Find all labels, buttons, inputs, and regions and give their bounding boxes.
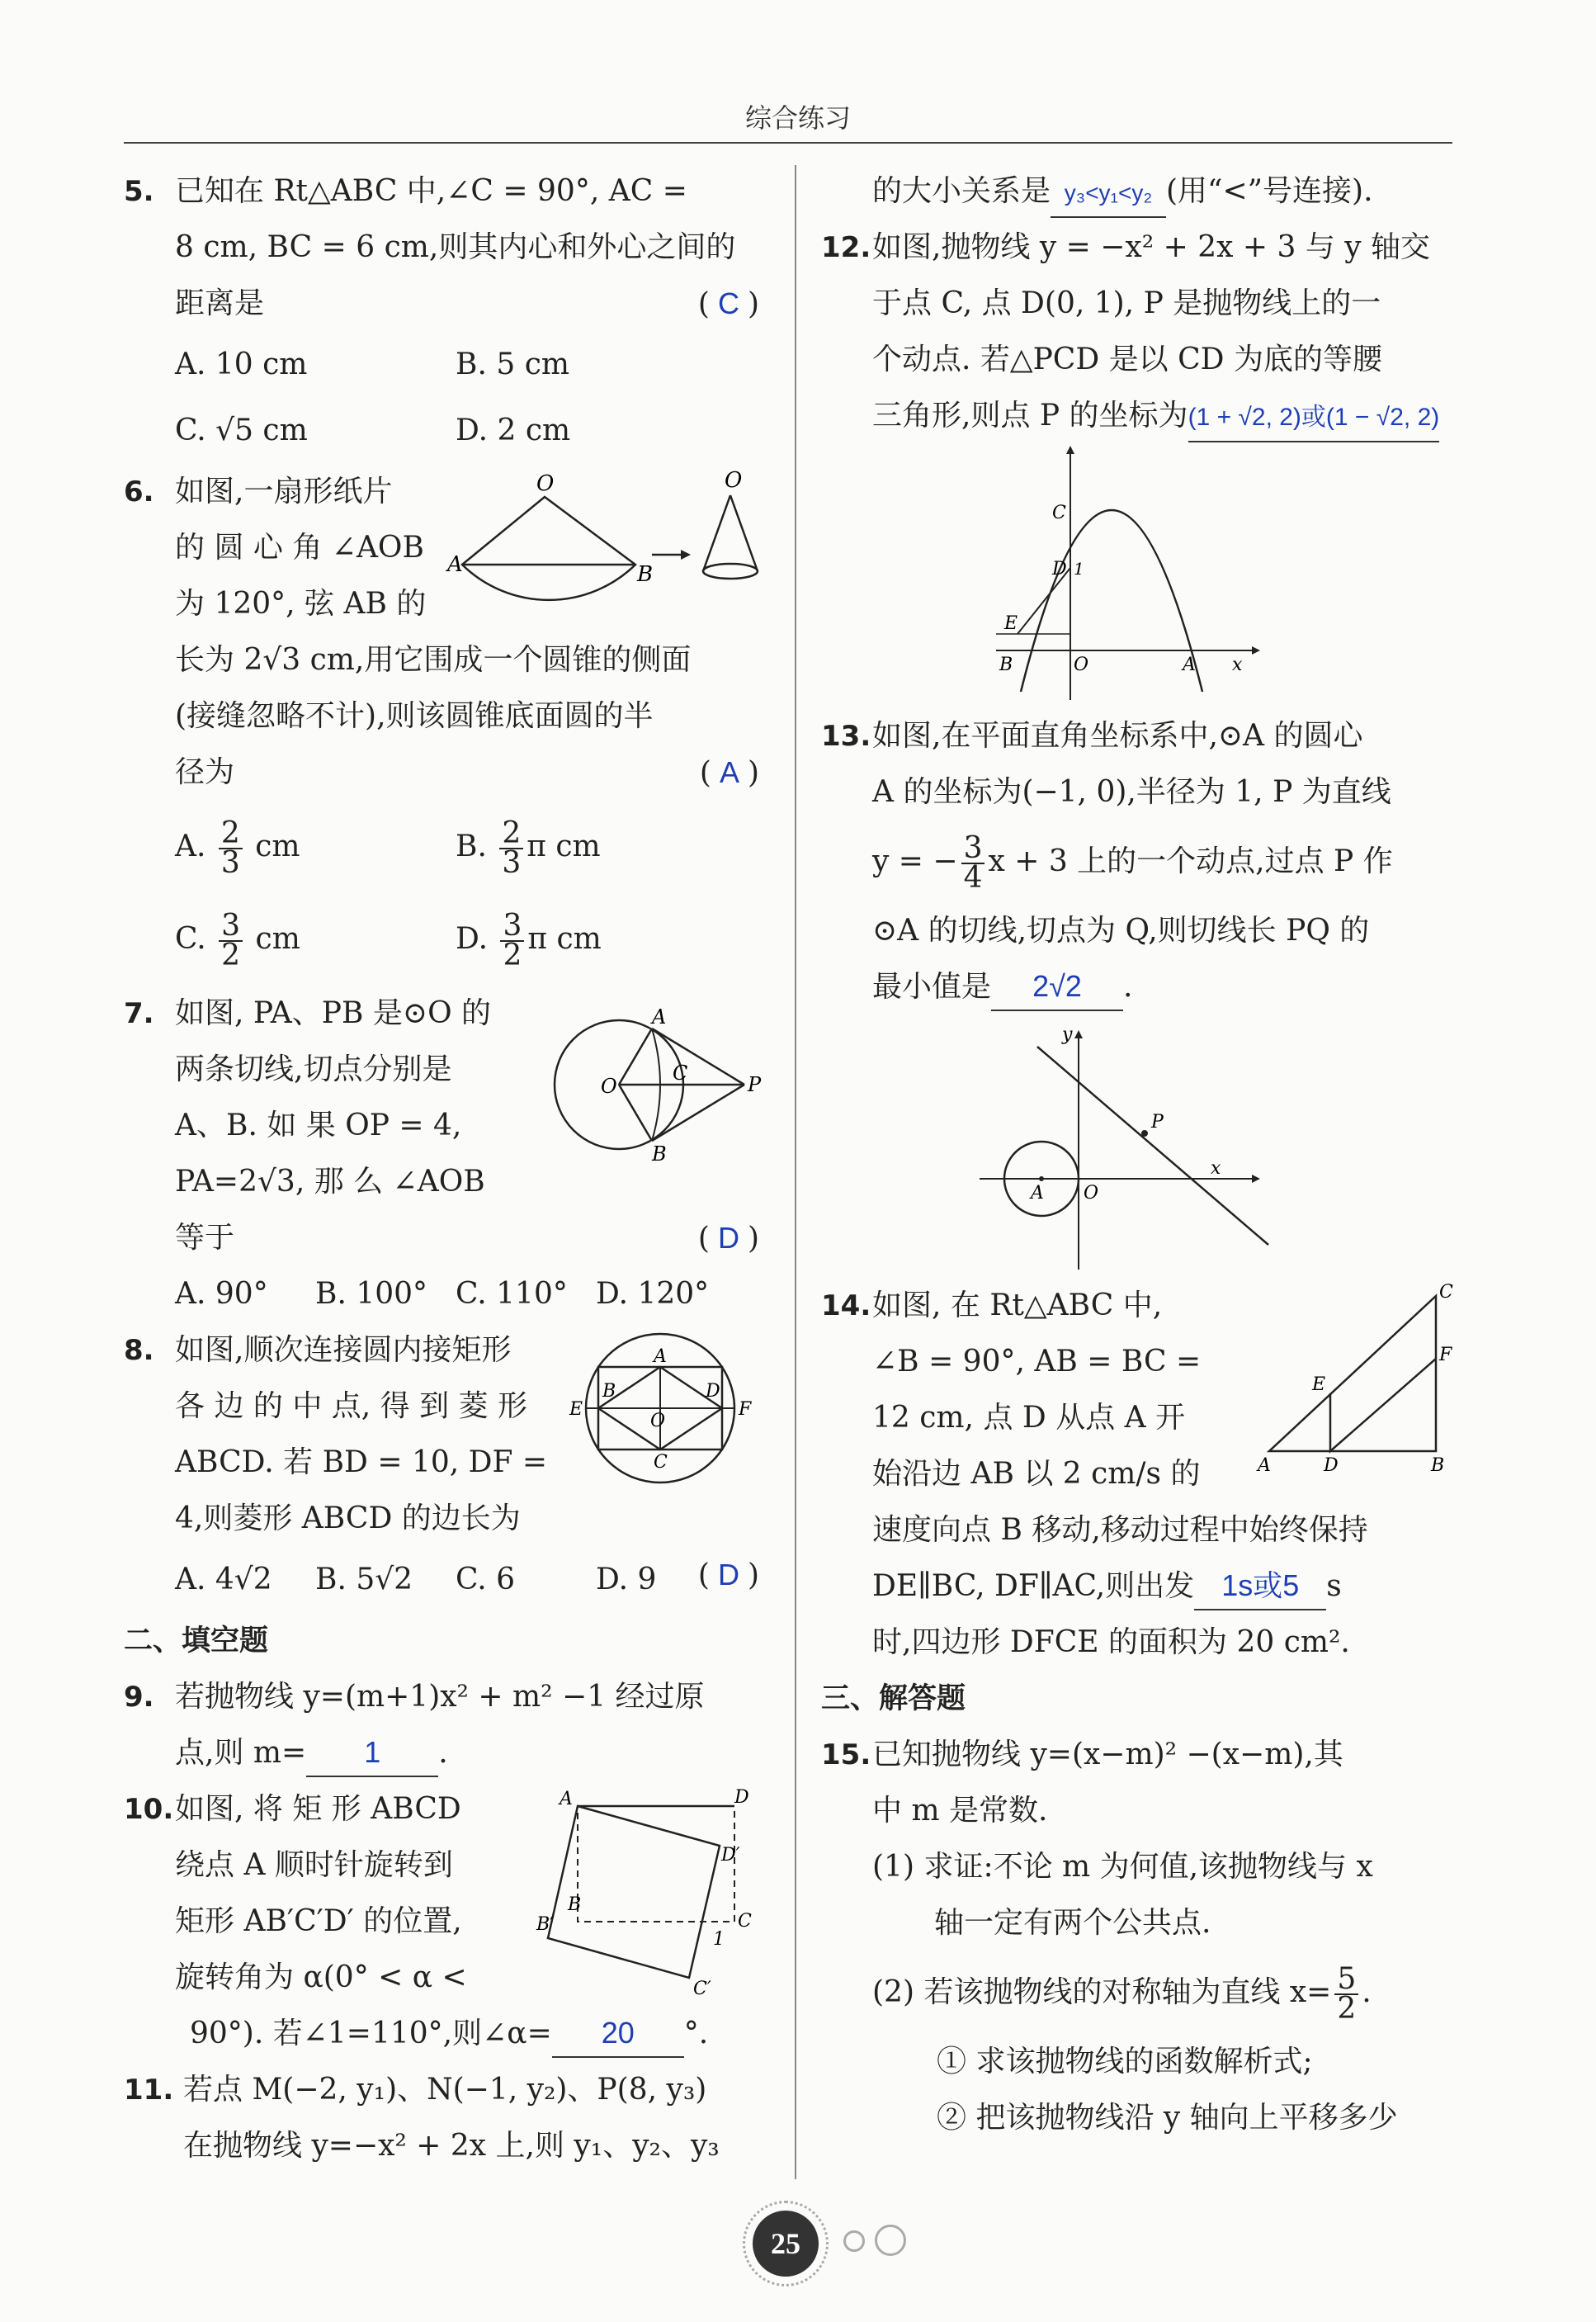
answer-blank: 20 xyxy=(552,2010,684,2058)
question-text: (接缝忽略不计),则该圆锥底面圆的半 xyxy=(175,699,654,733)
question-text: 长为 2√3 cm,用它围成一个圆锥的侧面 xyxy=(175,643,692,677)
question-text: 中 m 是常数. xyxy=(872,1794,1048,1828)
part-2-i: ① 求该抛物线的函数解析式; xyxy=(937,2045,1313,2078)
header-rule xyxy=(124,142,1452,144)
question-text: 如图,抛物线 y = −x² + 2x + 3 与 y 轴交 xyxy=(872,230,1431,264)
options xyxy=(124,1547,698,1613)
label-c-prime: C′ xyxy=(693,1979,711,1999)
label-o: O xyxy=(536,471,555,496)
label-c: C xyxy=(654,1452,668,1473)
label-f: F xyxy=(739,1399,752,1420)
question-text: ⊙A 的切线,切点为 Q,则切线长 PQ 的 xyxy=(872,914,1370,948)
label-b: B xyxy=(602,1381,616,1402)
label-angle-1: 1 xyxy=(713,1929,725,1950)
options xyxy=(124,1266,710,1322)
left-column xyxy=(124,163,762,2174)
question-text: 径为 xyxy=(175,755,235,789)
answer-choice: D xyxy=(717,1558,739,1591)
answer-bracket: ( A ) xyxy=(699,755,759,790)
question-number: 11. xyxy=(124,2074,174,2107)
label-a: A xyxy=(1183,655,1196,675)
question-text: 12 cm, 点 D 从点 A 开 xyxy=(872,1401,1186,1435)
label-b: B xyxy=(1431,1455,1445,1476)
option-d: D. $\frac{3}{2}$ π cm xyxy=(456,909,602,972)
question-number: 5. xyxy=(124,175,154,208)
label-p: P xyxy=(1151,1112,1164,1133)
label-d-prime: D′ xyxy=(721,1845,740,1866)
answer-blank: 1 xyxy=(306,1729,438,1777)
label-d: D xyxy=(706,1381,720,1402)
answer-blank: 2√2 xyxy=(991,963,1123,1011)
label-o: O xyxy=(601,1075,617,1098)
right-triangle-figure xyxy=(1254,1278,1461,1476)
question-text: 的 圆 心 角 ∠AOB xyxy=(175,531,424,565)
option-a: A. $\frac{2}{3}$ cm xyxy=(175,816,300,880)
label-d: D xyxy=(1324,1455,1339,1476)
question-text: 两条切线,切点分别是 xyxy=(175,1052,452,1086)
label-o: O xyxy=(650,1411,666,1431)
label-c: C xyxy=(1052,503,1066,523)
label-e: E xyxy=(1004,613,1018,634)
option-c: C. 110° xyxy=(456,1277,568,1311)
question-8 xyxy=(124,1322,759,1613)
label-y: y xyxy=(1062,1024,1073,1045)
option-d: D. 2 cm xyxy=(456,414,571,447)
option-c: C. $\frac{3}{2}$ cm xyxy=(175,909,300,972)
question-text: 若抛物线 y=(m+1)x² + m² −1 经过原 xyxy=(175,1680,705,1714)
part-1: (1) 求证:不论 m 为何值,该抛物线与 x xyxy=(872,1850,1373,1884)
question-number: 6. xyxy=(124,475,154,508)
label-b: B xyxy=(652,1142,667,1166)
question-number: 10. xyxy=(124,1793,174,1826)
question-text: 时,四边形 DFCE 的面积为 20 cm². xyxy=(872,1625,1350,1659)
label-c: C xyxy=(673,1062,688,1085)
question-text: 个动点. 若△PCD 是以 CD 为底的等腰 xyxy=(872,343,1382,376)
question-text: 在抛物线 y=−x² + 2x 上,则 y₁、y₂、y₃ xyxy=(183,2129,720,2163)
question-number: 9. xyxy=(124,1681,154,1714)
page-number: 25 xyxy=(753,2211,819,2277)
question-14: 14. C F E A D B 如图, 在 Rt△ABC 中, ∠B = 90°, AB = BC = 12 cm, 点 D 从点 A 开 始沿边 AB 以 2 cm/s 的 速度向点 B 移动,移动过程中始终保持 DE∥BC, DF∥AC,则出发 1s或5 s 时,四边形 DFCE 的面积为 20 cm². xyxy=(821,1278,1461,1671)
page-header: 综合练习 xyxy=(744,102,851,134)
question-12: 12. 如图,抛物线 y = −x² + 2x + 3 与 y 轴交 于点 C, 点 D(0, 1), P 是抛物线上的一 个动点. 若△PCD 是以 CD 为底的等腰 三角形,则点 P 的坐标为(1 + √2, 2)或(1 − √2, 2) C D 1 E B O A x xyxy=(821,220,1461,708)
question-number: 15. xyxy=(821,1738,871,1771)
label-x: x xyxy=(1232,655,1243,675)
part-1-cont: 轴一定有两个公共点. xyxy=(934,1906,1211,1940)
question-5 xyxy=(124,163,759,464)
tangent-circle-figure xyxy=(536,986,762,1184)
label-a: A xyxy=(652,1005,667,1029)
option-a: A. 4√2 xyxy=(175,1563,272,1596)
question-text: 于点 C, 点 D(0, 1), P 是抛物线上的一 xyxy=(872,286,1381,320)
question-13: 13. 如图,在平面直角坐标系中,⊙A 的圆心 A 的坐标为(−1, 0),半径为 1, P 为直线 y = − $\frac{3}{4}$ x + 3 上的一个动点,过点 P 作 ⊙A 的切线,切点为 Q,则切线长 PQ 的 最小值是 2√2 . y P A O x xyxy=(821,708,1461,1278)
label-p: P xyxy=(748,1073,762,1096)
option-a: A. 90° xyxy=(175,1277,268,1311)
question-text: 绕点 A 顺时针旋转到 xyxy=(175,1848,453,1882)
question-text: 各 边 的 中 点, 得 到 菱 形 xyxy=(175,1389,527,1423)
rotated-rectangle-figure xyxy=(536,1781,759,2004)
label-o: O xyxy=(1084,1183,1099,1204)
question-9: 9. 若抛物线 y=(m+1)x² + m² −1 经过原 点,则 m= 1 . xyxy=(124,1669,759,1781)
label-e: E xyxy=(569,1399,583,1420)
part-2-ii: ② 把该抛物线沿 y 轴向上平移多少 xyxy=(937,2101,1398,2135)
column-divider xyxy=(795,165,796,2179)
question-number: 14. xyxy=(821,1289,871,1322)
question-15 xyxy=(821,1727,1461,2146)
question-text: 90°). 若∠1=110°,则∠α= xyxy=(190,2017,552,2050)
label-a: A xyxy=(654,1346,667,1367)
decorative-circle xyxy=(875,2225,906,2256)
option-a: A. 10 cm xyxy=(175,348,308,381)
label-c: C xyxy=(738,1911,752,1932)
option-d: D. 120° xyxy=(596,1277,710,1311)
label-a: A xyxy=(560,1789,573,1809)
label-b: B xyxy=(637,562,654,587)
question-7 xyxy=(124,986,762,1322)
question-text: 矩形 AB′C′D′ 的位置, xyxy=(175,1904,462,1938)
label-a: A xyxy=(447,552,463,577)
question-text: PA=2√3, 那 么 ∠AOB xyxy=(175,1165,485,1199)
question-text: 若点 M(−2, y₁)、N(−1, y₂)、P(8, y₃) xyxy=(183,2073,707,2107)
answer-bracket: ( D ) xyxy=(697,1558,759,1592)
label-a: A xyxy=(1031,1183,1044,1204)
label-b: B xyxy=(999,655,1013,675)
question-text: 4,则菱形 ABCD 的边长为 xyxy=(175,1501,521,1535)
rhombus-in-circle-figure xyxy=(569,1322,759,1496)
parabola-graph-figure xyxy=(988,444,1268,708)
option-b: B. 100° xyxy=(315,1277,428,1311)
question-text: 如图,一扇形纸片 xyxy=(175,475,393,508)
option-b: B. $\frac{2}{3}$ π cm xyxy=(456,816,601,880)
answer-choice: C xyxy=(717,286,739,320)
label-d: D xyxy=(734,1787,749,1808)
question-text: 点,则 m= xyxy=(175,1736,307,1770)
question-text: 已知在 Rt△ABC 中,∠C = 90°, AC = xyxy=(175,174,687,208)
answer-blank: (1 + √2, 2)或(1 − √2, 2) xyxy=(1188,395,1440,442)
question-text: ∠B = 90°, AB = BC = xyxy=(872,1345,1202,1379)
section-solve: 三、解答题 xyxy=(821,1682,966,1715)
answer-choice: D xyxy=(717,1221,739,1255)
label-o: O xyxy=(725,468,743,493)
options xyxy=(124,332,698,464)
question-text: A 的坐标为(−1, 0),半径为 1, P 为直线 xyxy=(872,775,1391,809)
question-number: 8. xyxy=(124,1334,154,1367)
question-text: 如图, 在 Rt△ABC 中, xyxy=(872,1289,1163,1322)
question-number: 13. xyxy=(821,720,871,753)
circle-line-graph-figure xyxy=(971,1022,1285,1278)
option-b: B. 5√2 xyxy=(315,1563,413,1596)
answer-bracket: ( C ) xyxy=(697,286,759,321)
part-2: (2) 若该抛物线的对称轴为直线 x= $\frac{5}{2}$ . xyxy=(872,1962,1372,2026)
label-b: B xyxy=(568,1894,582,1915)
label-1: 1 xyxy=(1074,559,1084,579)
option-c: C. √5 cm xyxy=(175,414,308,447)
question-text: A、B. 如 果 OP = 4, xyxy=(175,1109,462,1142)
label-a: A xyxy=(1258,1455,1271,1476)
question-text: 为 120°, 弦 AB 的 xyxy=(175,587,427,621)
question-number: 7. xyxy=(124,997,154,1030)
label-o: O xyxy=(1074,655,1089,675)
question-text: 如图,顺次连接圆内接矩形 xyxy=(175,1333,512,1367)
question-text: 始沿边 AB 以 2 cm/s 的 xyxy=(872,1457,1201,1491)
answer-blank: 1s或5 xyxy=(1194,1563,1326,1610)
answer-bracket: ( D ) xyxy=(697,1221,759,1256)
label-e: E xyxy=(1312,1374,1326,1395)
question-text: 如图, 将 矩 形 ABCD xyxy=(175,1792,461,1826)
question-text: 如图, PA、PB 是⊙O 的 xyxy=(175,996,492,1030)
answer-blank: y₃<y₁<y₂ xyxy=(1051,170,1166,218)
label-x: x xyxy=(1211,1158,1221,1179)
question-11 xyxy=(124,2062,759,2174)
question-number: 12. xyxy=(821,231,871,264)
question-6 xyxy=(124,464,759,986)
question-text: 等于 xyxy=(175,1221,235,1255)
option-b: B. 5 cm xyxy=(456,348,569,381)
question-11-continued: 的大小关系是 y₃<y₁<y₂ (用“<”号连接). xyxy=(821,163,1461,220)
question-10: 10. A D D′ B′ B C C′ 1 如图, 将 矩 形 ABCD 绕点 A 顺时针旋转到 矩形 AB′C′D′ 的位置, 旋转角为 α(0° < α < 90°). 若∠1=110°,则∠α= 20 °. xyxy=(124,1781,759,2062)
section-fill-in: 二、填空题 xyxy=(124,1624,269,1658)
question-text: 8 cm, BC = 6 cm,则其内心和外心之间的 xyxy=(175,230,736,264)
option-d: D. 9 xyxy=(596,1563,657,1596)
question-text: ABCD. 若 BD = 10, DF = xyxy=(175,1445,548,1479)
decorative-circle xyxy=(843,2230,865,2252)
question-text: 速度向点 B 移动,移动过程中始终保持 xyxy=(872,1513,1368,1547)
option-c: C. 6 xyxy=(456,1563,516,1596)
question-text: 距离是 xyxy=(175,286,265,320)
right-column xyxy=(821,163,1461,2146)
label-c: C xyxy=(1439,1282,1453,1303)
question-text: 已知抛物线 y=(x−m)² −(x−m),其 xyxy=(872,1738,1343,1771)
label-f: F xyxy=(1439,1345,1452,1365)
question-text: 旋转角为 α(0° < α < xyxy=(175,1960,467,1994)
label-d: D xyxy=(1052,559,1067,579)
answer-choice: A xyxy=(719,755,739,789)
options xyxy=(124,801,700,986)
question-text: 如图,在平面直角坐标系中,⊙A 的圆心 xyxy=(872,719,1363,753)
label-b-prime: B′ xyxy=(536,1914,555,1935)
sector-cone-figure xyxy=(446,464,759,629)
